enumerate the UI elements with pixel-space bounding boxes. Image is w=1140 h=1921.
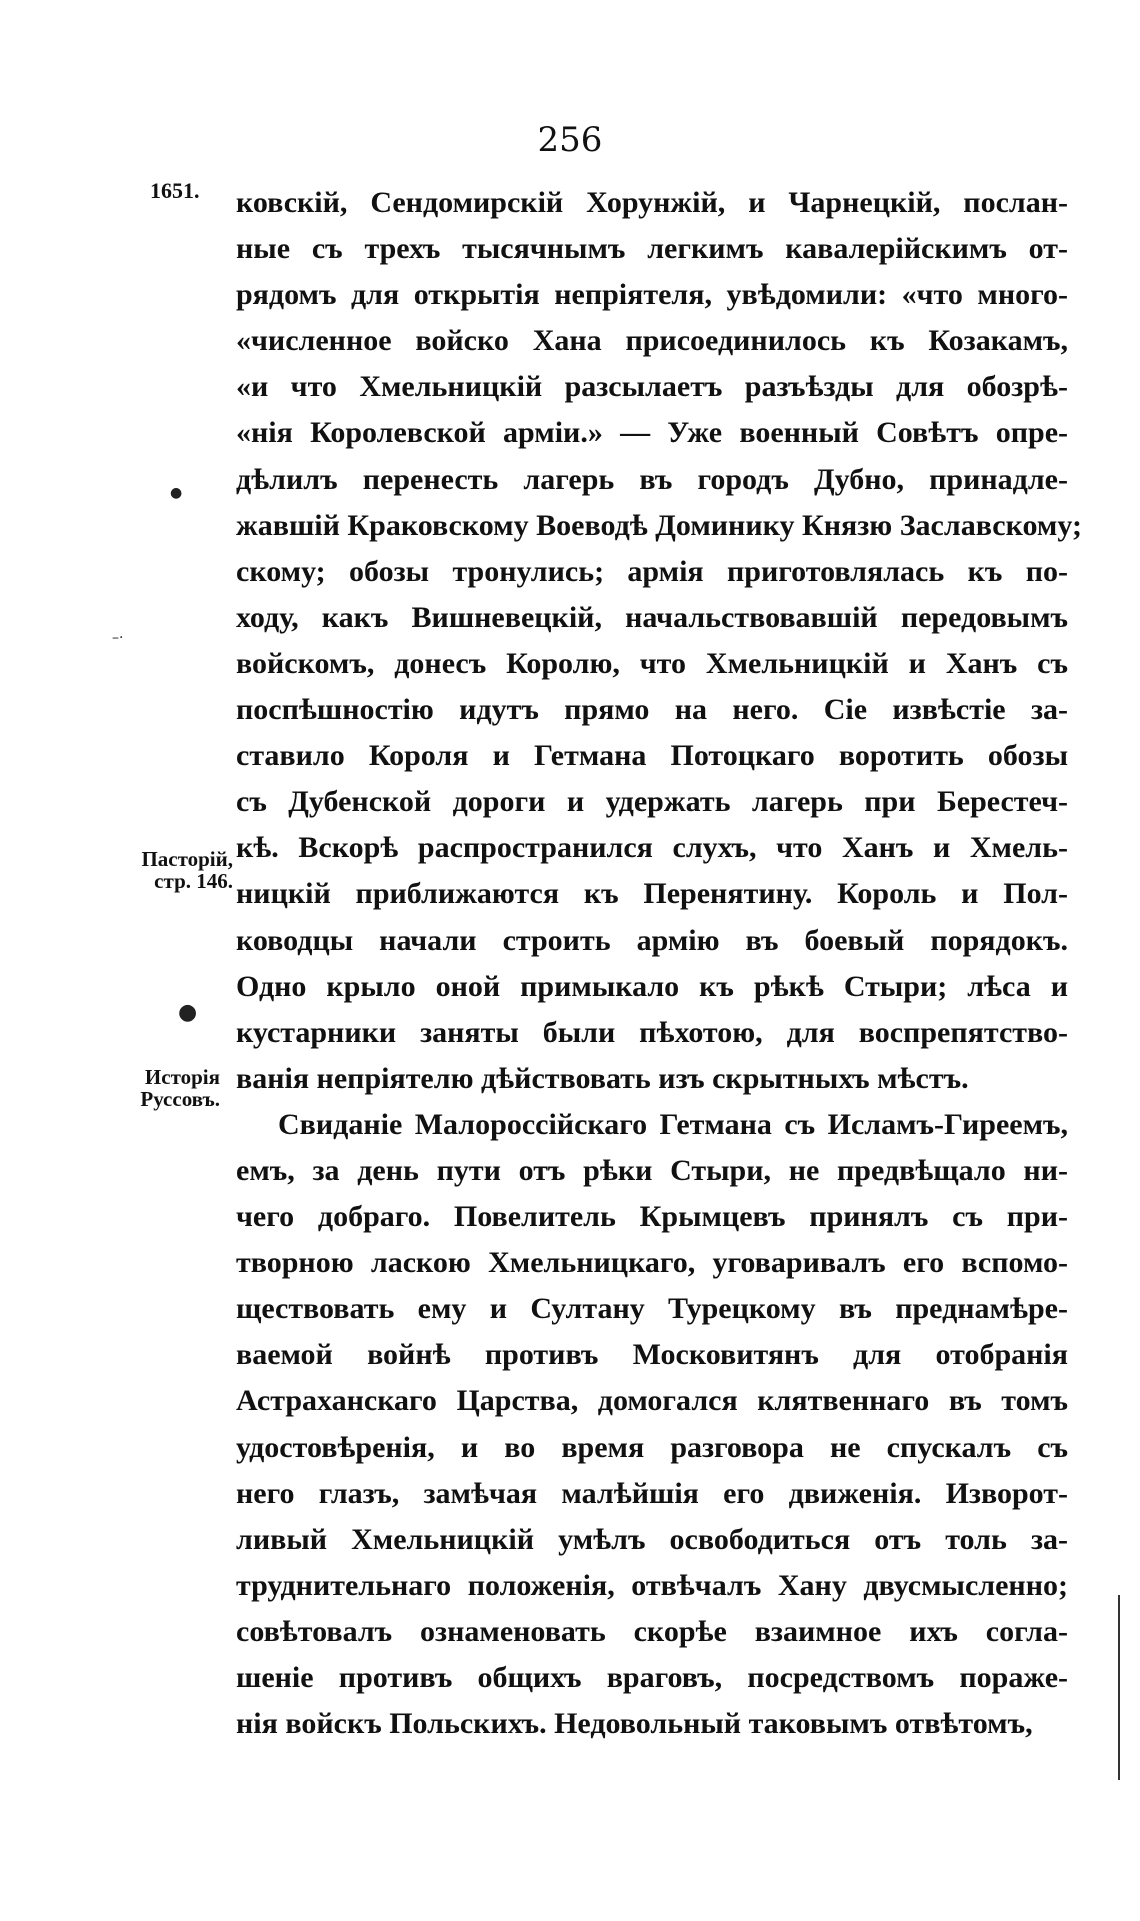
text-line: ные съ трехъ тысячнымъ легкимъ кавалерійскимъ от-	[236, 232, 1068, 266]
text-line: кѣ. Вскорѣ распространился слухъ, что Ханъ и Хмель-	[236, 831, 1068, 865]
text-line: скому; обозы тронулись; армія приготовлялась къ по-	[236, 554, 1068, 588]
text-line: «численное войско Хана присоединилось къ Козакамъ,	[236, 324, 1068, 358]
text-line: нія войскъ Польскихъ. Недовольный таковымъ отвѣтомъ,	[236, 1707, 1033, 1741]
text-line: ваемой войнѣ противъ Московитянъ для отобранія	[236, 1338, 1068, 1372]
margin-note-line: Исторія	[144, 1065, 220, 1089]
body-text	[236, 180, 1082, 1747]
page-number: 256	[537, 120, 603, 160]
margin-note-line: Пасторій,	[141, 847, 233, 871]
margin-note-history	[115, 1066, 220, 1110]
text-line: Одно крыло оной примыкало къ рѣкѣ Стыри; лѣса и	[236, 969, 1068, 1003]
text-line: войскомъ, донесъ Королю, что Хмельницкій и Ханъ съ	[236, 646, 1068, 680]
margin-note-year: 1651.	[150, 178, 200, 203]
text-line: жавшій Краковскому Воеводѣ Доминику Князю Заславскому;	[236, 508, 1082, 542]
text-line: Астраханскаго Царства, домогался клятвеннаго въ томъ	[236, 1384, 1068, 1418]
text-line: чего добраго. Повелитель Крымцевъ принялъ съ при-	[236, 1200, 1068, 1234]
text-line: ванія непріятелю дѣйствовать изъ скрытныхъ мѣстъ.	[236, 1061, 969, 1095]
text-line: шеніе противъ общихъ враговъ, посредствомъ пораже-	[236, 1661, 1068, 1694]
page-edge-line	[1118, 1595, 1120, 1780]
text-line: рядомъ для открытія непріятеля, увѣдомили: «что много-	[236, 278, 1068, 312]
text-line: емъ, за день пути отъ рѣки Стыри, не предвѣщало ни-	[236, 1153, 1068, 1187]
text-line: дѣлилъ перенесть лагерь въ городъ Дубно, принадле-	[236, 462, 1068, 496]
text-line: творною ласкою Хмельницкаго, уговаривалъ его вспомо-	[236, 1246, 1068, 1280]
text-line: поспѣшностію идутъ прямо на него. Сіе извѣстіе за-	[236, 693, 1068, 727]
text-line: ницкій приближаются къ Перенятину. Король и Пол-	[236, 877, 1068, 911]
text-line: «и что Хмельницкій разсылаетъ разъѣзды для обозрѣ-	[236, 370, 1068, 404]
ink-speck: –·	[112, 630, 124, 646]
text-line: ководцы начали строить армію въ боевый порядокъ.	[236, 923, 1068, 957]
text-line: совѣтовалъ ознаменовать скорѣе взаимное ихъ согла-	[236, 1614, 1068, 1648]
text-line: ходу, какъ Вишневецкій, начальствовавшій передовымъ	[236, 600, 1068, 634]
text-line: удостовѣренія, и во время разговора не спускалъ съ	[236, 1430, 1068, 1464]
text-line: ществовать ему и Султану Турецкому въ преднамѣре-	[236, 1292, 1068, 1326]
margin-note-line: стр. 146.	[154, 869, 233, 893]
text-line: труднительнаго положенія, отвѣчалъ Хану двусмысленно;	[236, 1568, 1068, 1602]
text-line: «нія Королевской арміи.» — Уже военный Совѣтъ опре-	[236, 416, 1068, 450]
text-line: ливый Хмельницкій умѣлъ освободиться отъ толь за-	[236, 1522, 1068, 1556]
margin-note-pastorius	[115, 848, 233, 892]
margin-note-line: Руссовъ.	[140, 1087, 220, 1111]
text-line: кустарники заняты были пѣхотою, для воспрепятство-	[236, 1015, 1068, 1049]
text-line: него глазъ, замѣчая малѣйшія его движенія. Изворот-	[236, 1476, 1068, 1510]
ink-speck: ●	[170, 485, 183, 501]
text-line: съ Дубенской дороги и удержать лагерь при Берестеч-	[236, 785, 1068, 819]
ink-speck: ●	[178, 1000, 198, 1025]
text-line: ковскій, Сендомирскій Хорунжій, и Чарнецкій, послан-	[236, 186, 1068, 219]
text-line: ставило Короля и Гетмана Потоцкаго воротить обозы	[236, 739, 1068, 773]
text-line: Свиданіе Малороссійскаго Гетмана съ Исламъ-Гиреемъ,	[278, 1107, 1068, 1141]
